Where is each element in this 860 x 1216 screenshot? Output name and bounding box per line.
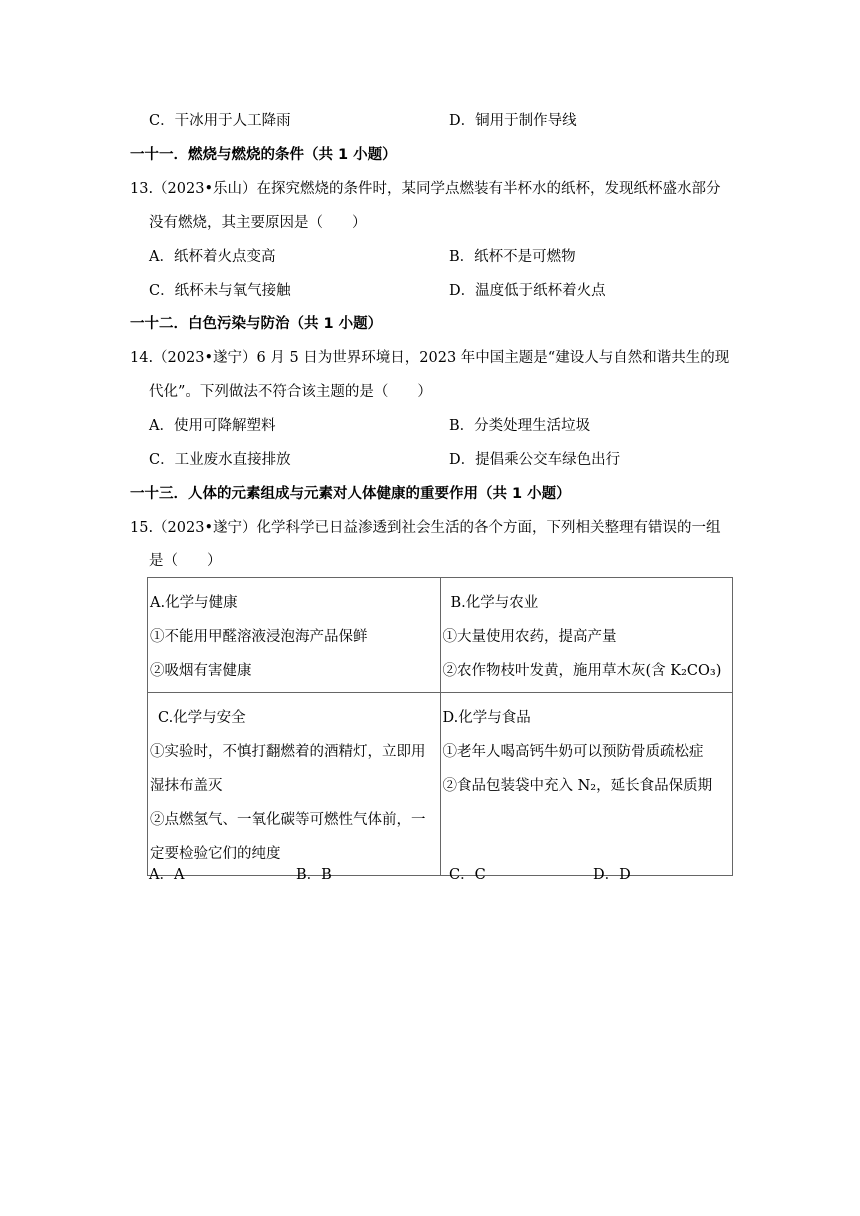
cell-c-line4: 定要检验它们的纯度	[150, 846, 281, 862]
q14-option-b: B．分类处理生活垃圾	[449, 418, 591, 434]
q13-option-c: C．纸杯未与氧气接触	[149, 283, 291, 299]
q15-stem-line2: 是（ ）	[149, 553, 222, 569]
q15-option-d: D．D	[593, 867, 631, 883]
cell-b-title: B.化学与农业	[450, 595, 539, 611]
cell-b-line1: ①大量使用农药，提高产量	[442, 629, 617, 645]
cell-c-line1: ①实验时，不慎打翻燃着的酒精灯，立即用	[150, 744, 426, 760]
section-heading-11: 一十一．燃烧与燃烧的条件（共 1 小题）	[130, 147, 397, 163]
cell-c-line3: ②点燃氢气、一氧化碳等可燃性气体前，一	[150, 812, 426, 828]
q12-option-c: C．干冰用于人工降雨	[149, 113, 291, 129]
q14-option-c: C．工业废水直接排放	[149, 452, 291, 468]
q15-option-b: B．B	[296, 867, 332, 883]
cell-c-line2: 湿抹布盖灭	[150, 778, 223, 794]
q15-cell-c	[148, 693, 441, 876]
q13-option-d: D．温度低于纸杯着火点	[449, 283, 606, 299]
section-heading-13: 一十三．人体的元素组成与元素对人体健康的重要作用（共 1 小题）	[130, 486, 571, 502]
section-heading-12: 一十二．白色污染与防治（共 1 小题）	[130, 316, 383, 332]
cell-a-title: A.化学与健康	[150, 595, 238, 611]
cell-a-line2: ②吸烟有害健康	[150, 663, 252, 679]
q15-option-c: C．C	[449, 867, 486, 883]
q13-stem-line2: 没有燃烧，其主要原因是（ ）	[149, 215, 367, 231]
q13-stem-line1: 13.（2023•乐山）在探究燃烧的条件时，某同学点燃装有半杯水的纸杯，发现纸杯盛水部分	[130, 181, 721, 197]
q15-option-a: A．A	[149, 867, 185, 883]
q14-option-a: A．使用可降解塑料	[149, 418, 276, 434]
q15-cell-b	[440, 578, 733, 693]
cell-c-title: C.化学与安全	[158, 710, 246, 726]
cell-d-title: D.化学与食品	[442, 710, 531, 726]
cell-d-line1: ①老年人喝高钙牛奶可以预防骨质疏松症	[442, 744, 704, 760]
q15-cell-d	[440, 693, 733, 876]
q15-table	[147, 577, 733, 876]
q14-stem-line1: 14.（2023•遂宁）6 月 5 日为世界环境日，2023 年中国主题是“建设人与自然和谐共生的现	[130, 350, 730, 366]
q12-option-d: D．铜用于制作导线	[449, 113, 577, 129]
q14-stem-line2: 代化”。下列做法不符合该主题的是（ ）	[149, 384, 432, 400]
q13-option-a: A．纸杯着火点变高	[149, 249, 276, 265]
q13-option-b: B．纸杯不是可燃物	[449, 249, 576, 265]
cell-d-line2: ②食品包装袋中充入 N₂，延长食品保质期	[442, 778, 713, 794]
cell-b-line2: ②农作物枝叶发黄，施用草木灰(含 K₂CO₃)	[442, 663, 722, 679]
q14-option-d: D．提倡乘公交车绿色出行	[449, 452, 621, 468]
q15-cell-a	[148, 578, 441, 693]
cell-a-line1: ①不能用甲醛溶液浸泡海产品保鲜	[150, 629, 368, 645]
q15-stem-line1: 15.（2023•遂宁）化学科学已日益渗透到社会生活的各个方面，下列相关整理有错误的一组	[130, 520, 721, 536]
